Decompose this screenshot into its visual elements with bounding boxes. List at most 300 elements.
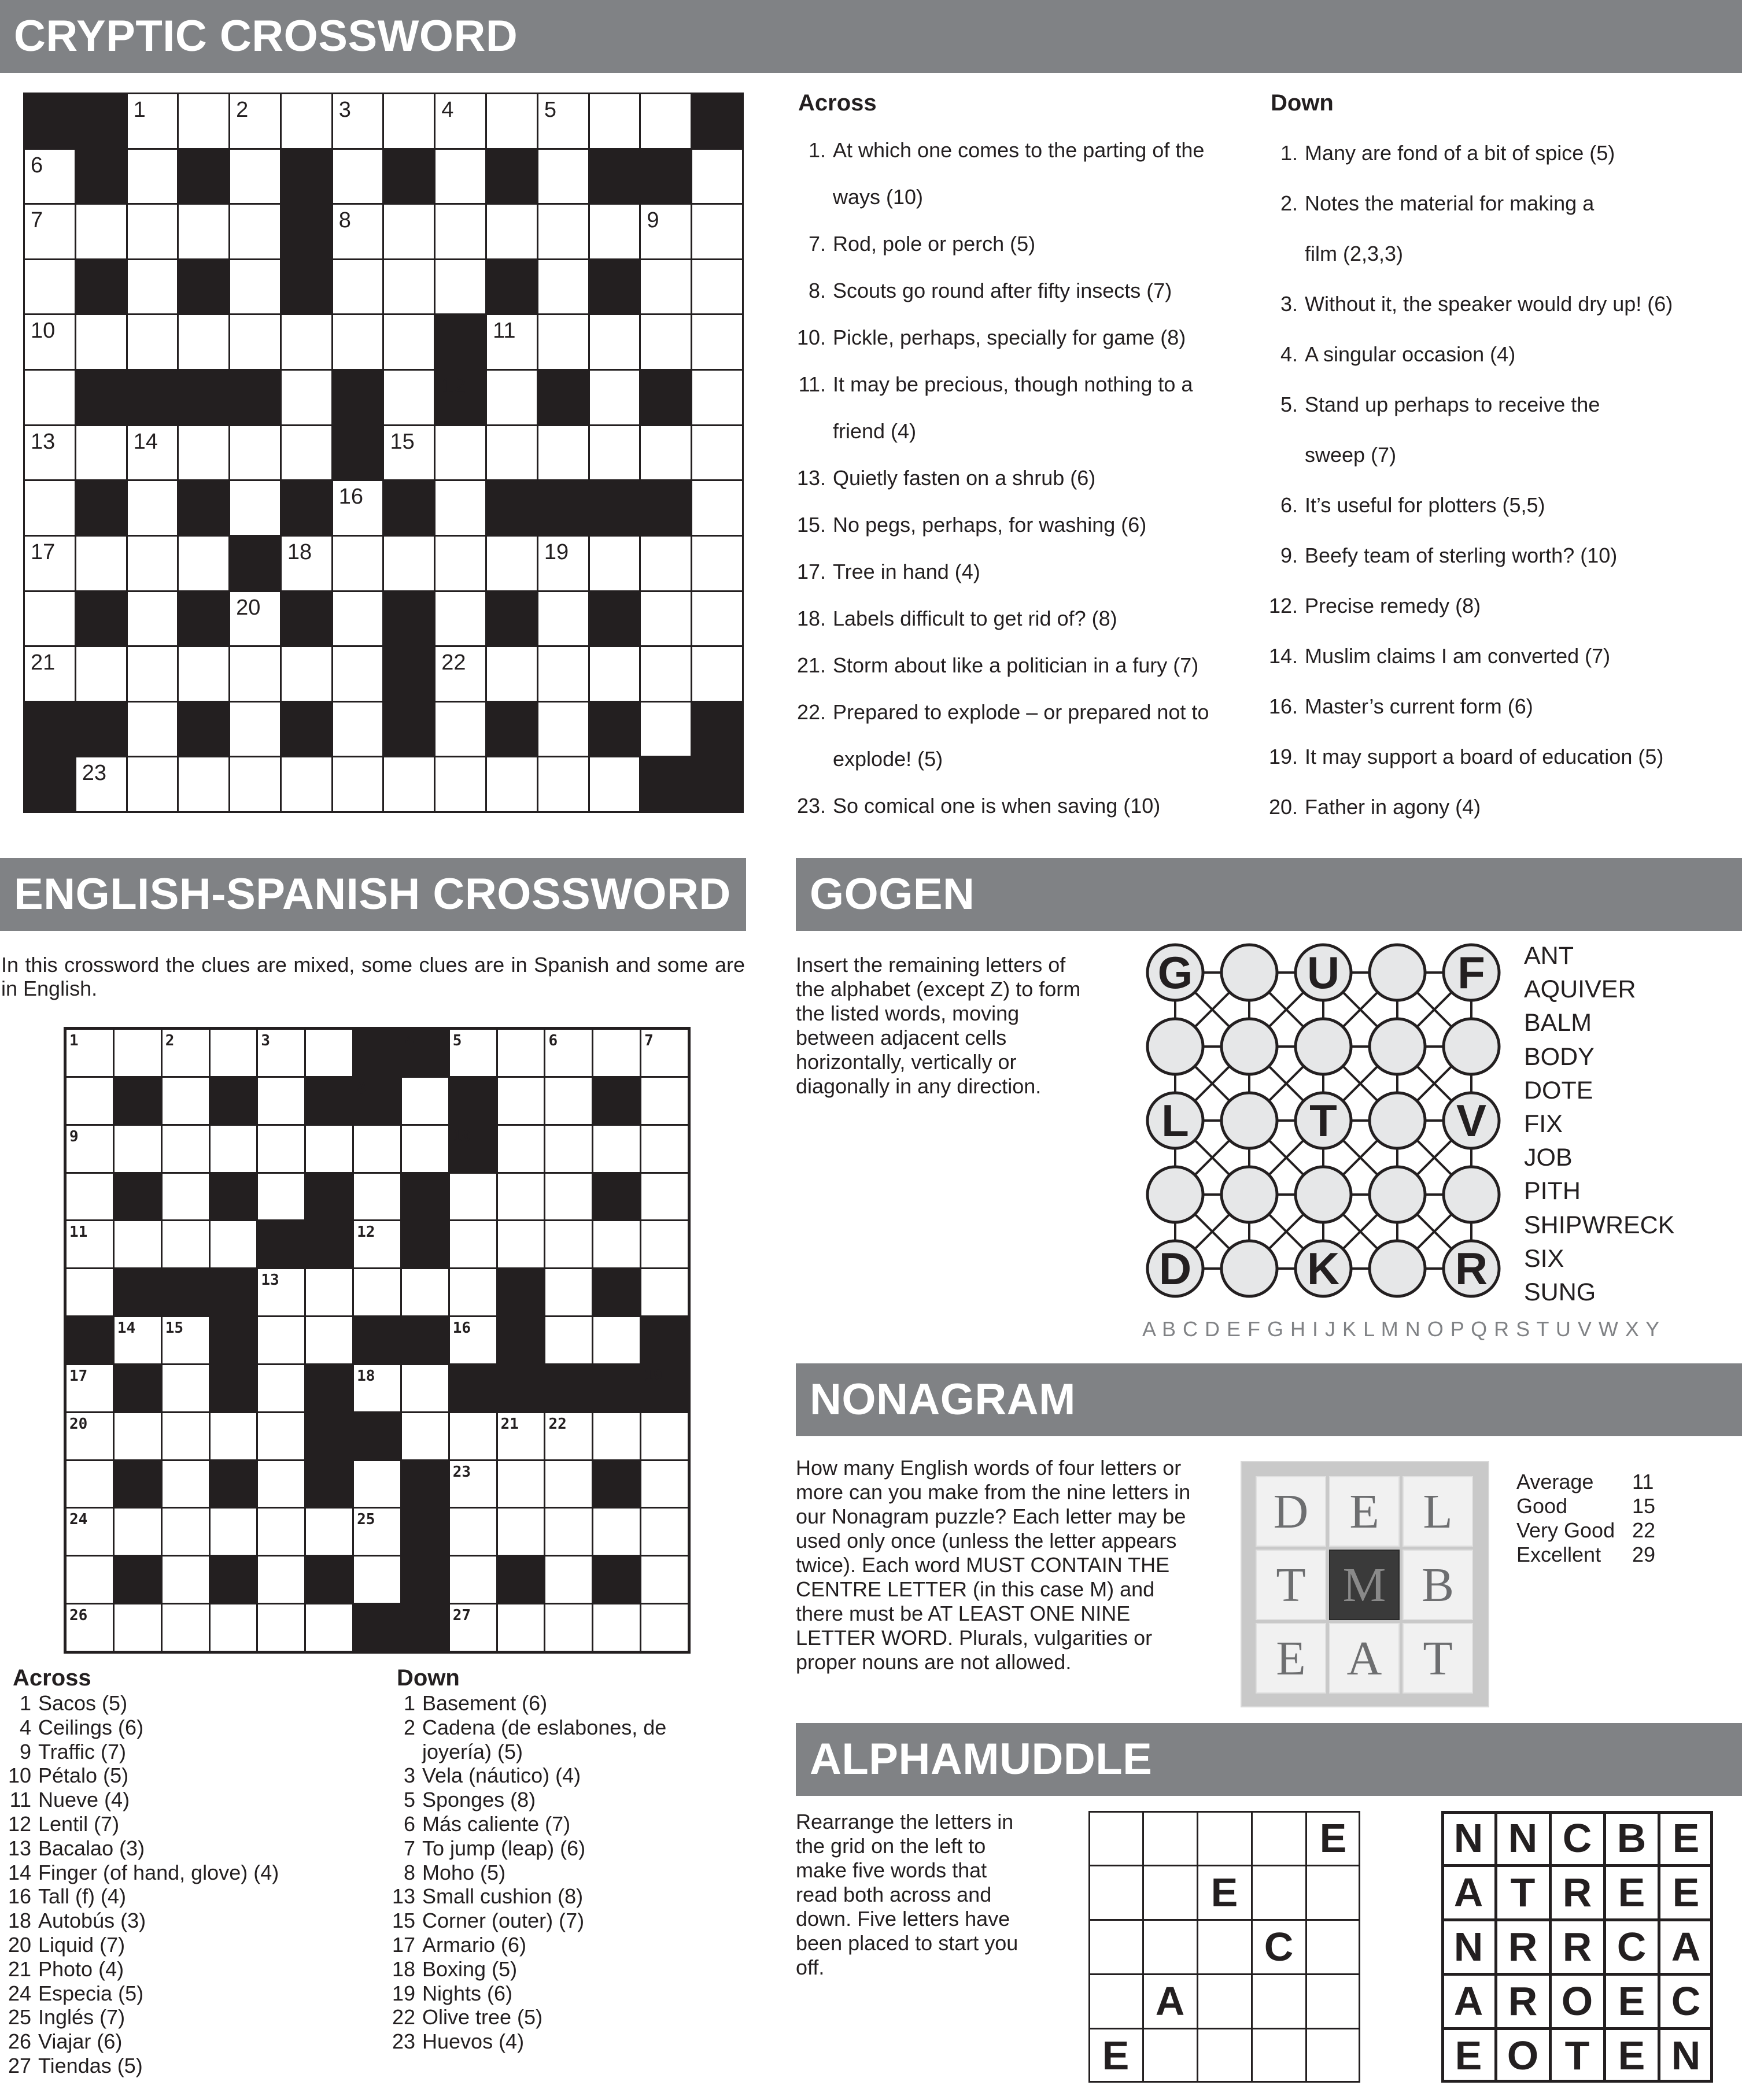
grid-square	[354, 1126, 400, 1172]
black-square	[282, 260, 331, 314]
black-square	[115, 1078, 161, 1124]
cryptic-across-clue	[792, 280, 1172, 301]
english-spanish-clue-number: 6	[548, 1032, 558, 1049]
grid-square	[258, 1413, 304, 1459]
grid-square	[692, 371, 742, 424]
english-spanish-clue-number: 20	[69, 1415, 88, 1433]
grid-square	[498, 1604, 544, 1651]
grid-square	[163, 1413, 209, 1459]
gogen-node	[1221, 1241, 1277, 1296]
grid-square	[306, 1509, 352, 1555]
english-spanish-down-clue-text: Nights (6)	[422, 1981, 513, 2005]
grid-square	[258, 1126, 304, 1172]
gogen-letter: G	[1157, 947, 1193, 998]
grid-square	[354, 1556, 400, 1603]
grid-square	[593, 1221, 640, 1267]
cryptic-down-clue	[1264, 545, 1617, 566]
black-square	[67, 1317, 113, 1363]
grid-square	[436, 260, 485, 314]
grid-square	[590, 315, 640, 369]
english-spanish-down-clue	[389, 1814, 570, 1835]
black-square	[436, 371, 485, 424]
black-square	[641, 481, 691, 535]
alphamuddle-answer-grid	[1088, 1811, 1360, 2083]
grid-square	[76, 426, 126, 480]
cryptic-down-clue	[1264, 746, 1663, 767]
grid-square	[128, 426, 178, 480]
grid-square	[545, 1317, 592, 1363]
nonagram-letter: D	[1256, 1476, 1326, 1547]
black-square	[179, 260, 228, 314]
alphamuddle-letter-cell: N	[1453, 1816, 1483, 1861]
gogen-word: JOB	[1524, 1144, 1573, 1172]
black-square	[282, 703, 331, 756]
black-square	[76, 150, 126, 204]
english-spanish-down-clue	[389, 1693, 547, 1714]
cryptic-down-clue	[1264, 193, 1594, 214]
grid-square	[128, 592, 178, 646]
gogen-node	[1296, 1167, 1351, 1222]
black-square	[450, 1078, 496, 1124]
black-square	[590, 592, 640, 646]
grid-square	[333, 205, 383, 258]
grid-square	[692, 205, 742, 258]
english-spanish-across-clue-text: Ceilings (6)	[38, 1715, 144, 1739]
cryptic-clue-number: 5	[544, 98, 556, 122]
grid-square	[450, 1030, 496, 1076]
black-square	[402, 1556, 448, 1603]
black-square	[76, 260, 126, 314]
black-square	[211, 1078, 257, 1124]
grid-square	[498, 1221, 544, 1267]
grid-square	[590, 426, 640, 480]
grid-square	[402, 1413, 448, 1459]
black-square	[306, 1365, 352, 1411]
english-spanish-across-clue-number: 26	[8, 2029, 31, 2054]
grid-square	[306, 1604, 352, 1651]
black-square	[593, 1269, 640, 1315]
english-spanish-down-clue-text: Armario (6)	[422, 1933, 527, 1957]
english-spanish-down-clue-number: 6	[403, 1812, 415, 1836]
cryptic-down-clue	[1264, 143, 1615, 164]
english-spanish-across-title: Across	[13, 1665, 91, 1691]
cryptic-down-clue	[1264, 596, 1481, 616]
cryptic-down-title: Down	[1271, 90, 1334, 116]
black-square	[211, 1269, 257, 1315]
grid-square	[450, 1509, 496, 1555]
english-spanish-across-clue-number: 18	[8, 1909, 31, 1933]
cryptic-clue-number: 17	[31, 539, 56, 564]
grid-square	[545, 1221, 592, 1267]
alphamuddle-letter-cell: E	[1618, 1979, 1645, 2024]
grid-square	[641, 592, 691, 646]
english-spanish-across-clue-text: Autobús (3)	[38, 1909, 146, 1933]
grid-square	[538, 757, 588, 811]
cryptic-down-clue-number: 12.	[1268, 594, 1298, 618]
english-spanish-across-clue	[5, 1790, 130, 1810]
grid-square	[333, 592, 383, 646]
black-square	[230, 371, 280, 424]
black-square	[498, 1556, 544, 1603]
black-square	[25, 703, 75, 756]
nonagram-letter: T	[1256, 1550, 1326, 1620]
grid-square	[538, 426, 588, 480]
grid-square	[128, 703, 178, 756]
grid-square	[230, 260, 280, 314]
cryptic-down-clue	[1264, 243, 1403, 264]
grid-square	[692, 592, 742, 646]
grid-square	[282, 315, 331, 369]
grid-square	[306, 1269, 352, 1315]
cryptic-clue-number: 14	[133, 429, 158, 454]
english-spanish-across-clue-number: 4	[19, 1715, 31, 1739]
cryptic-across-clue-text: It may be precious, though nothing to a	[833, 372, 1193, 396]
alphamuddle-letter-cell: C	[1671, 1979, 1701, 2024]
alphamuddle-answer-cell	[1088, 1865, 1143, 1920]
grid-square	[163, 1461, 209, 1507]
grid-square	[487, 205, 537, 258]
black-square	[692, 703, 742, 756]
gogen-word: AQUIVER	[1524, 975, 1636, 1004]
grid-square	[641, 703, 691, 756]
grid-square	[450, 1556, 496, 1603]
gogen-title: GOGEN	[796, 858, 1742, 931]
alphamuddle-answer-cell	[1088, 1920, 1143, 1974]
black-square	[179, 592, 228, 646]
grid-square	[333, 757, 383, 811]
cryptic-down-clue-text: It’s useful for plotters (5,5)	[1305, 493, 1545, 517]
grid-square	[230, 592, 280, 646]
grid-square	[641, 1269, 688, 1315]
grid-square	[67, 1174, 113, 1220]
black-square	[498, 1317, 544, 1363]
cryptic-across-clue-text: So comical one is when saving (10)	[833, 794, 1161, 818]
grid-square	[25, 481, 75, 535]
gogen-node	[1370, 945, 1425, 1000]
grid-square	[487, 647, 537, 701]
cryptic-down-clue-text: Many are fond of a bit of spice (5)	[1305, 141, 1615, 165]
nonagram-score-label: Very Good	[1516, 1518, 1615, 1542]
grid-square	[211, 1221, 257, 1267]
black-square	[590, 150, 640, 204]
alphamuddle-answer-cell	[1306, 1920, 1360, 1974]
black-square	[25, 94, 75, 148]
english-spanish-clue-number: 21	[500, 1415, 519, 1433]
cryptic-across-clue	[792, 327, 1186, 348]
grid-square	[179, 315, 228, 369]
cryptic-across-clue	[792, 140, 1204, 161]
nonagram-grid	[1241, 1461, 1489, 1707]
black-square	[538, 371, 588, 424]
cryptic-across-clue	[792, 749, 943, 770]
english-spanish-down-clue-number: 19	[392, 1981, 415, 2005]
english-spanish-across-clue-number: 24	[8, 1981, 31, 2005]
english-spanish-across-clue-text: Nueve (4)	[38, 1788, 130, 1812]
english-spanish-down-clue-number: 17	[392, 1933, 415, 1957]
english-spanish-across-clue-text: Especia (5)	[38, 1981, 144, 2005]
english-spanish-clue-number: 4	[404, 1032, 414, 1049]
grid-square	[641, 1604, 688, 1651]
cryptic-clue-number: 22	[441, 650, 466, 675]
gogen-node	[1296, 1019, 1351, 1074]
grid-square	[498, 1461, 544, 1507]
cryptic-down-clue	[1264, 294, 1673, 315]
grid-square	[384, 94, 434, 148]
english-spanish-across-clue-text: Viajar (6)	[38, 2029, 123, 2054]
black-square	[306, 1221, 352, 1267]
grid-square	[306, 1126, 352, 1172]
grid-square	[436, 647, 485, 701]
cryptic-clue-number: 13	[31, 429, 56, 454]
grid-square	[128, 315, 178, 369]
english-spanish-down-clue-text: Sponges (8)	[422, 1788, 536, 1812]
english-spanish-across-clue-number: 12	[8, 1812, 31, 1836]
english-spanish-down-clue	[389, 2031, 524, 2052]
grid-square	[282, 371, 331, 424]
grid-square	[76, 315, 126, 369]
english-spanish-down-clue-number: 7	[403, 1836, 415, 1860]
nonagram-centre-letter: M	[1329, 1550, 1400, 1620]
alphamuddle-letter-cell: T	[1510, 1870, 1536, 1915]
black-square	[76, 94, 126, 148]
grid-square	[593, 1317, 640, 1363]
grid-square	[538, 315, 588, 369]
cryptic-across-clue-number: 21.	[796, 653, 826, 677]
cryptic-across-clue-text: Quietly fasten on a shrub (6)	[833, 466, 1096, 490]
grid-square	[436, 703, 485, 756]
grid-square	[282, 94, 331, 148]
black-square	[487, 150, 537, 204]
nonagram-letter: A	[1329, 1623, 1400, 1694]
cryptic-down-clue-number: 14.	[1268, 644, 1298, 668]
grid-square	[498, 1030, 544, 1076]
alphamuddle-letter-cell: E	[1672, 1870, 1700, 1915]
grid-square	[282, 757, 331, 811]
grid-square	[436, 757, 485, 811]
alphamuddle-letter-cell: E	[1618, 2033, 1645, 2078]
black-square	[115, 1556, 161, 1603]
cryptic-across-clue	[792, 468, 1095, 489]
gogen-node	[1221, 1019, 1277, 1074]
english-spanish-down-clue-text: Small cushion (8)	[422, 1884, 584, 1909]
alphamuddle-letter-cell: E	[1672, 1816, 1700, 1861]
alphamuddle-answer-cell	[1143, 1920, 1197, 1974]
nonagram-letter: L	[1403, 1476, 1473, 1547]
grid-square	[230, 150, 280, 204]
cryptic-clue-number: 3	[338, 98, 351, 122]
grid-square	[641, 1126, 688, 1172]
grid-square	[67, 1461, 113, 1507]
alphamuddle-letter-cell: O	[1561, 1979, 1593, 2024]
black-square	[402, 1509, 448, 1555]
cryptic-down-clue-number: 1.	[1280, 141, 1298, 165]
english-spanish-down-clue	[389, 1910, 584, 1931]
cryptic-across-clue	[792, 702, 1209, 723]
english-spanish-across-clue-text: Bacalao (3)	[38, 1836, 145, 1860]
grid-square	[384, 371, 434, 424]
english-spanish-clue-number: 22	[548, 1415, 567, 1433]
grid-square	[258, 1174, 304, 1220]
grid-square	[538, 537, 588, 590]
english-spanish-across-clue	[5, 1814, 119, 1835]
grid-square	[25, 205, 75, 258]
alphamuddle-answer-cell: E	[1210, 1870, 1238, 1915]
grid-square	[25, 426, 75, 480]
grid-square	[306, 1030, 352, 1076]
alphamuddle-instructions: Rearrange the letters in the grid on the left to make five words that read both across and down. Five letters have been placed to start you off.	[796, 1810, 1018, 1979]
english-spanish-clue-number: 23	[452, 1463, 471, 1481]
cryptic-clue-number: 21	[31, 650, 56, 675]
black-square	[25, 757, 75, 811]
alphamuddle-letter-cell: C	[1616, 1924, 1647, 1969]
black-square	[402, 1461, 448, 1507]
black-square	[593, 1461, 640, 1507]
english-spanish-across-clue-number: 16	[8, 1884, 31, 1909]
gogen-node	[1221, 945, 1277, 1000]
cryptic-clue-number: 4	[441, 98, 454, 122]
cryptic-across-clue-text: Rod, pole or perch (5)	[833, 232, 1036, 256]
black-square	[593, 1365, 640, 1411]
alphamuddle-letter-grid	[1441, 1811, 1713, 2083]
cryptic-across-clue	[792, 515, 1146, 535]
english-spanish-clue-number: 8	[357, 1079, 366, 1097]
grid-square	[67, 1126, 113, 1172]
cryptic-down-clue-text: Stand up perhaps to receive the	[1305, 393, 1600, 416]
english-spanish-across-clue	[5, 1959, 124, 1980]
gogen-word: ANT	[1524, 942, 1574, 970]
alphamuddle-answer-cell	[1252, 1811, 1306, 1865]
english-spanish-down-clue	[389, 1717, 666, 1738]
grid-square	[538, 150, 588, 204]
grid-square	[641, 1413, 688, 1459]
nonagram-letter: T	[1403, 1623, 1473, 1694]
english-spanish-down-clue-number: 3	[403, 1763, 415, 1788]
grid-square	[590, 371, 640, 424]
grid-square	[25, 150, 75, 204]
grid-square	[545, 1604, 592, 1651]
nonagram-instructions: How many English words of four letters or more can you make from the nine letters in our Nonagram puzzle? Each letter may be used only once (unless the letter appears twice). Each word MUST CONTAIN THE CENTRE LETTER (in this case M) and there must be AT LEAST ONE NINE LETTER WORD. Plurals, vulgarities or proper nouns are not allowed.	[796, 1456, 1191, 1674]
grid-square	[545, 1269, 592, 1315]
english-spanish-clue-number: 15	[165, 1319, 183, 1337]
nonagram-score-value: 11	[1632, 1470, 1654, 1493]
grid-square	[25, 371, 75, 424]
english-spanish-across-clue-number: 11	[9, 1788, 31, 1812]
grid-square	[258, 1556, 304, 1603]
grid-square	[163, 1030, 209, 1076]
english-spanish-down-clue-number: 1	[403, 1691, 415, 1715]
alphamuddle-letter-cell: R	[1508, 1924, 1538, 1969]
black-square	[76, 703, 126, 756]
black-square	[306, 1413, 352, 1459]
cryptic-down-clue-number: 5.	[1280, 393, 1298, 416]
english-spanish-across-clue-number: 9	[19, 1739, 31, 1763]
black-square	[593, 1174, 640, 1220]
black-square	[436, 315, 485, 369]
alphamuddle-answer-cell: E	[1102, 2033, 1130, 2078]
grid-square	[641, 1221, 688, 1267]
cryptic-clue-number: 20	[236, 595, 261, 620]
english-spanish-down-clue-text: Corner (outer) (7)	[422, 1909, 585, 1933]
gogen-word: SHIPWRECK	[1524, 1211, 1675, 1239]
grid-square	[436, 426, 485, 480]
black-square	[545, 1365, 592, 1411]
english-spanish-clue-number: 17	[69, 1367, 88, 1385]
gogen-word: BODY	[1524, 1042, 1595, 1071]
cryptic-title: CRYPTIC CROSSWORD	[0, 0, 1742, 73]
grid-square	[692, 260, 742, 314]
cryptic-across-clue-text: Scouts go round after fifty insects (7)	[833, 279, 1172, 302]
english-spanish-down-clue	[389, 1959, 517, 1980]
english-spanish-down-clue-text: Cadena (de eslabones, de	[422, 1715, 667, 1739]
black-square	[641, 1317, 688, 1363]
grid-square	[538, 703, 588, 756]
grid-square	[641, 1030, 688, 1076]
grid-square	[354, 1461, 400, 1507]
grid-square	[230, 703, 280, 756]
cryptic-across-clue	[792, 187, 923, 208]
cryptic-clue-number: 6	[31, 153, 43, 178]
black-square	[163, 1269, 209, 1315]
english-spanish-across-clue	[5, 1886, 126, 1907]
grid-square	[258, 1365, 304, 1411]
cryptic-down-clue-text: film (2,3,3)	[1305, 242, 1404, 265]
english-spanish-across-clue	[5, 1717, 143, 1738]
black-square	[354, 1317, 400, 1363]
english-spanish-down-clue-number: 8	[403, 1860, 415, 1884]
black-square	[498, 1365, 544, 1411]
black-square	[211, 1461, 257, 1507]
grid-square	[258, 1317, 304, 1363]
cryptic-down-clue-text: sweep (7)	[1305, 443, 1397, 467]
english-spanish-down-clue-text: Vela (náutico) (4)	[422, 1763, 581, 1788]
gogen-letter: U	[1306, 947, 1340, 998]
grid-square	[545, 1556, 592, 1603]
grid-square	[230, 205, 280, 258]
grid-square	[67, 1413, 113, 1459]
grid-square	[384, 205, 434, 258]
cryptic-clue-number: 1	[133, 98, 146, 122]
black-square	[115, 1365, 161, 1411]
black-square	[450, 1126, 496, 1172]
grid-square	[282, 647, 331, 701]
grid-square	[450, 1413, 496, 1459]
grid-square	[498, 1078, 544, 1124]
grid-square	[67, 1030, 113, 1076]
cryptic-clue-number: 15	[390, 429, 415, 454]
grid-square	[498, 1174, 544, 1220]
alphamuddle-answer-cell	[1252, 1865, 1306, 1920]
black-square	[306, 1556, 352, 1603]
cryptic-across-clue-text: explode! (5)	[833, 747, 943, 771]
gogen-node	[1221, 1093, 1277, 1148]
black-square	[538, 481, 588, 535]
alphamuddle-letter-cell: R	[1562, 1924, 1592, 1969]
alphamuddle-letter-cell: E	[1455, 2033, 1482, 2078]
black-square	[384, 481, 434, 535]
grid-square	[641, 426, 691, 480]
grid-square	[230, 315, 280, 369]
gogen-node	[1444, 1019, 1499, 1074]
grid-square	[333, 150, 383, 204]
gogen-node	[1147, 1019, 1203, 1074]
english-spanish-across-clue-number: 13	[8, 1836, 31, 1860]
alphamuddle-answer-cell	[1306, 1974, 1360, 2028]
cryptic-across-clue	[792, 374, 1193, 395]
cryptic-clue-number: 19	[544, 539, 569, 564]
english-spanish-across-clue-number: 10	[8, 1763, 31, 1788]
grid-square	[128, 260, 178, 314]
grid-square	[211, 1413, 257, 1459]
